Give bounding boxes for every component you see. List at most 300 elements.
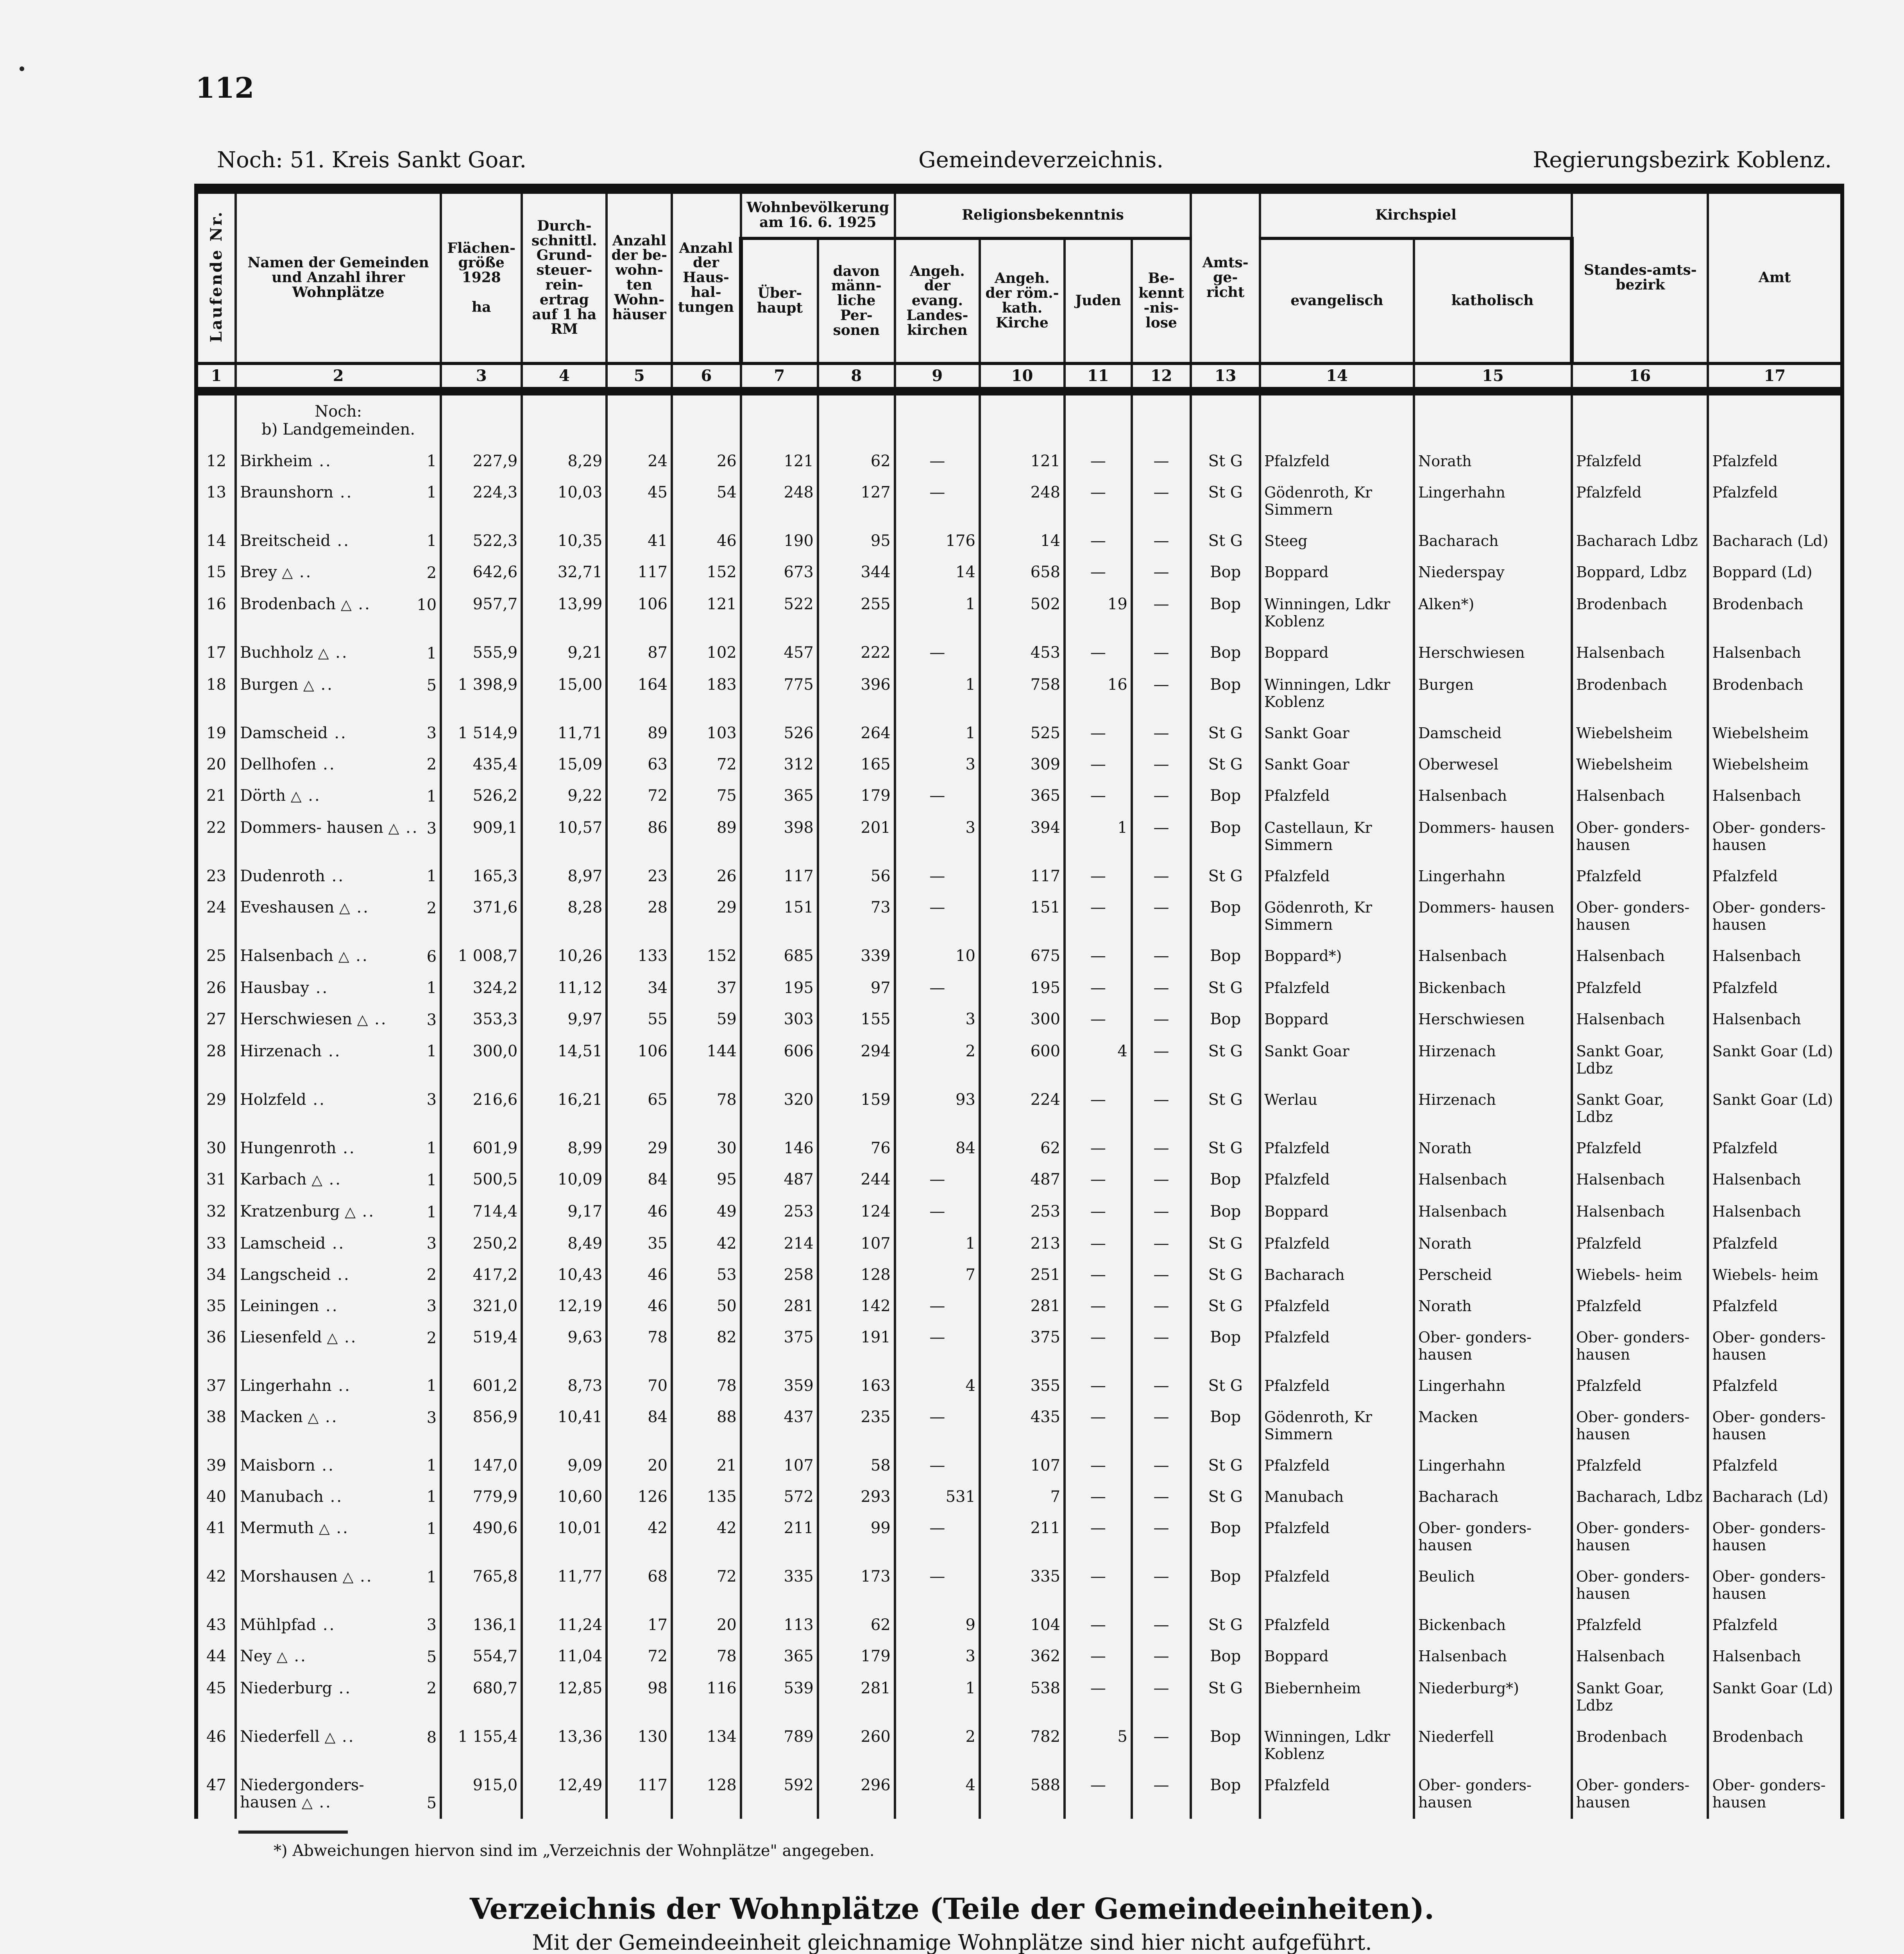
column-number: 13 <box>1191 363 1260 391</box>
section-heading-line-1: Noch: <box>315 403 362 421</box>
grundsteuer-value: 12,49 <box>522 1770 607 1819</box>
gemeinde-name-cell <box>236 446 441 477</box>
triangle-mark-icon: △ <box>327 1330 338 1346</box>
wohnhaeuser-value: 86 <box>607 812 672 861</box>
grundsteuer-value: 8,28 <box>522 892 607 940</box>
gemeinde-name: Manubach <box>240 1488 324 1506</box>
gemeinde-name-cell <box>236 1196 441 1228</box>
gemeinde-name-group <box>240 1680 424 1697</box>
amtsgericht-value: Bop <box>1191 1401 1260 1450</box>
standesamt-value: Halsenbach <box>1572 780 1708 812</box>
kirchspiel-evang-value: Pfalzfeld <box>1260 1770 1414 1819</box>
gemeinde-name-cell <box>236 637 441 669</box>
standesamt-value: Ober- gonders- hausen <box>1572 892 1708 940</box>
kirchspiel-kath-value: Lingerhahn <box>1414 477 1572 525</box>
gemeinde-name: Maisborn <box>240 1457 315 1474</box>
column-number: 17 <box>1708 363 1842 391</box>
table-row <box>196 1036 1842 1084</box>
wohnhaeuser-value: 46 <box>607 1196 672 1228</box>
gemeinde-name-cell <box>236 669 441 718</box>
maennlich-value: 97 <box>818 972 895 1004</box>
wohnplaetze-count: 5 <box>426 676 437 694</box>
juden-value: 5 <box>1065 1721 1132 1770</box>
kirchspiel-kath-value: Norath <box>1414 1133 1572 1164</box>
table-row <box>196 861 1842 892</box>
wohnplaetze-count: 1 <box>426 979 437 997</box>
haushaltungen-value: 134 <box>672 1721 741 1770</box>
juden-value: — <box>1065 1322 1132 1370</box>
haushaltungen-value: 102 <box>672 637 741 669</box>
header-maennlich: davon männ-liche Per-sonen <box>818 238 895 363</box>
kirchspiel-kath-value: Ober- gonders- hausen <box>1414 1322 1572 1370</box>
grundsteuer-value: 9,17 <box>522 1196 607 1228</box>
bekenntnislos-value: — <box>1132 1196 1191 1228</box>
bevoelkerung-value: 673 <box>741 556 818 589</box>
amtsgericht-value: Bop <box>1191 1721 1260 1770</box>
evang-value: 1 <box>895 1228 980 1259</box>
gemeinde-name-group <box>240 725 424 742</box>
wohnhaeuser-value: 117 <box>607 556 672 589</box>
leader-dots: .. <box>353 1567 373 1585</box>
gemeinde-name-group <box>240 532 424 549</box>
amt-value: Pfalzfeld <box>1708 1133 1842 1164</box>
gemeinde-name-cell <box>236 1370 441 1401</box>
evang-value: 2 <box>895 1721 980 1770</box>
section-heading <box>236 391 441 446</box>
kirchspiel-evang-value: Castellaun, Kr Simmern <box>1260 812 1414 861</box>
maennlich-value: 339 <box>818 940 895 972</box>
leader-dots: .. <box>312 452 332 470</box>
kath-value: 502 <box>980 589 1065 637</box>
wohnplaetze-count: 1 <box>426 867 437 885</box>
amt-value: Pfalzfeld <box>1708 861 1842 892</box>
flaeche-value: 227,9 <box>441 446 522 477</box>
kath-value: 62 <box>980 1133 1065 1164</box>
amtsgericht-value: St G <box>1191 972 1260 1004</box>
gemeinde-name-wrap <box>240 1140 437 1157</box>
table-row <box>196 1450 1842 1481</box>
column-number: 8 <box>818 363 895 391</box>
leader-dots: .. <box>306 1091 326 1109</box>
amtsgericht-value: St G <box>1191 861 1260 892</box>
haushaltungen-value: 89 <box>672 812 741 861</box>
kirchspiel-evang-value: Pfalzfeld <box>1260 1512 1414 1561</box>
row-number: 24 <box>196 892 236 940</box>
leader-dots: .. <box>315 1457 335 1474</box>
kath-value: 117 <box>980 861 1065 892</box>
amt-value: Ober- gonders- hausen <box>1708 1322 1842 1370</box>
gemeinde-name: Hausbay <box>240 979 310 997</box>
juden-value: — <box>1065 749 1132 780</box>
column-number: 9 <box>895 363 980 391</box>
gemeinde-name-wrap <box>240 979 437 997</box>
row-number: 47 <box>196 1770 236 1819</box>
standesamt-value: Boppard, Ldbz <box>1572 556 1708 589</box>
bevoelkerung-value: 253 <box>741 1196 818 1228</box>
kath-value: 365 <box>980 780 1065 812</box>
amt-value: Halsenbach <box>1708 1641 1842 1673</box>
header-lfd-nr-label: Laufende Nr. <box>207 210 225 343</box>
evang-value: 531 <box>895 1481 980 1512</box>
wohnplaetze-count: 1 <box>426 1171 437 1189</box>
bevoelkerung-value: 775 <box>741 669 818 718</box>
maennlich-value: 95 <box>818 525 895 556</box>
evang-value: 93 <box>895 1084 980 1133</box>
running-heads <box>217 149 1844 184</box>
bevoelkerung-value: 211 <box>741 1512 818 1561</box>
kath-value: 394 <box>980 812 1065 861</box>
maennlich-value: 173 <box>818 1561 895 1609</box>
kirchspiel-kath-value: Lingerhahn <box>1414 1370 1572 1401</box>
row-number: 14 <box>196 525 236 556</box>
haushaltungen-value: 116 <box>672 1673 741 1721</box>
gemeinde-name-cell <box>236 1673 441 1721</box>
kath-value: 224 <box>980 1084 1065 1133</box>
row-number: 20 <box>196 749 236 780</box>
evang-value: — <box>895 1512 980 1561</box>
table-row <box>196 812 1842 861</box>
row-number: 43 <box>196 1609 236 1641</box>
grundsteuer-value: 9,97 <box>522 1004 607 1036</box>
standesamt-value: Pfalzfeld <box>1572 1228 1708 1259</box>
kath-value: 151 <box>980 892 1065 940</box>
kirchspiel-kath-value: Oberwesel <box>1414 749 1572 780</box>
standesamt-value: Pfalzfeld <box>1572 1290 1708 1322</box>
amtsgericht-value: Bop <box>1191 780 1260 812</box>
gemeinde-name-group <box>240 1648 424 1666</box>
row-number: 42 <box>196 1561 236 1609</box>
amtsgericht-value: St G <box>1191 1370 1260 1401</box>
wohnplaetze-count: 8 <box>426 1729 437 1746</box>
column-numbers-row <box>196 363 1842 391</box>
bekenntnislos-value: — <box>1132 1228 1191 1259</box>
wohnhaeuser-value: 130 <box>607 1721 672 1770</box>
juden-value: — <box>1065 1164 1132 1196</box>
leader-dots: .. <box>316 1616 336 1634</box>
header-evang: Angeh. der evang. Landes-kirchen <box>895 238 980 363</box>
gemeinde-name-group <box>240 1266 424 1283</box>
wohnplaetze-count: 2 <box>426 1266 437 1284</box>
row-number: 13 <box>196 477 236 525</box>
column-number: 5 <box>607 363 672 391</box>
wohnplaetze-count: 1 <box>426 1520 437 1538</box>
header-wohnhaeuser: Anzahl der be-wohn-ten Wohn-häuser <box>607 189 672 363</box>
gemeinde-name-cell <box>236 1641 441 1673</box>
column-number: 12 <box>1132 363 1191 391</box>
running-head-left: Noch: 51. Kreis Sankt Goar. <box>217 147 527 173</box>
haushaltungen-value: 37 <box>672 972 741 1004</box>
leader-dots: .. <box>329 1519 349 1537</box>
maennlich-value: 73 <box>818 892 895 940</box>
flaeche-value: 522,3 <box>441 525 522 556</box>
running-head-right: Regierungsbezirk Koblenz. <box>1533 147 1832 173</box>
standesamt-value: Halsenbach <box>1572 940 1708 972</box>
grundsteuer-value: 8,49 <box>522 1228 607 1259</box>
gemeinde-name-cell <box>236 589 441 637</box>
flaeche-value: 856,9 <box>441 1401 522 1450</box>
flaeche-value: 642,6 <box>441 556 522 589</box>
kirchspiel-kath-value: Damscheid <box>1414 718 1572 749</box>
maennlich-value: 128 <box>818 1259 895 1290</box>
wohnplaetze-count: 1 <box>426 532 437 550</box>
flaeche-value: 1 155,4 <box>441 1721 522 1770</box>
amt-value: Pfalzfeld <box>1708 446 1842 477</box>
kirchspiel-evang-value: Pfalzfeld <box>1260 1228 1414 1259</box>
gemeinde-name-wrap <box>240 899 437 917</box>
maennlich-value: 255 <box>818 589 895 637</box>
evang-value: 4 <box>895 1370 980 1401</box>
gemeinde-name-wrap <box>240 1266 437 1283</box>
bekenntnislos-value: — <box>1132 1401 1191 1450</box>
kirchspiel-kath-value: Ober- gonders- hausen <box>1414 1512 1572 1561</box>
row-number: 36 <box>196 1322 236 1370</box>
gemeinde-name-group <box>240 1297 424 1315</box>
grundsteuer-value: 8,73 <box>522 1370 607 1401</box>
wohnplaetze-count: 1 <box>426 787 437 805</box>
row-number: 12 <box>196 446 236 477</box>
kath-value: 107 <box>980 1450 1065 1481</box>
wohnhaeuser-value: 41 <box>607 525 672 556</box>
leader-dots: .. <box>309 979 329 997</box>
gemeinde-name-group <box>240 979 424 997</box>
column-number: 6 <box>672 363 741 391</box>
wohnplaetze-count: 1 <box>426 644 437 662</box>
kirchspiel-kath-value: Halsenbach <box>1414 1641 1572 1673</box>
grundsteuer-value: 10,35 <box>522 525 607 556</box>
gemeinde-name: Herschwiesen <box>240 1010 353 1028</box>
wohnhaeuser-value: 23 <box>607 861 672 892</box>
table-row <box>196 1164 1842 1196</box>
triangle-mark-icon: △ <box>388 820 399 836</box>
triangle-mark-icon: △ <box>345 1204 356 1220</box>
evang-value: 9 <box>895 1609 980 1641</box>
amtsgericht-value: Bop <box>1191 1512 1260 1561</box>
bevoelkerung-value: 312 <box>741 749 818 780</box>
kirchspiel-evang-value: Pfalzfeld <box>1260 780 1414 812</box>
maennlich-value: 58 <box>818 1450 895 1481</box>
gemeinde-name-cell <box>236 525 441 556</box>
gemeinde-name-cell <box>236 1259 441 1290</box>
juden-value: — <box>1065 1133 1132 1164</box>
grundsteuer-value: 8,99 <box>522 1133 607 1164</box>
bevoelkerung-value: 789 <box>741 1721 818 1770</box>
maennlich-value: 294 <box>818 1036 895 1084</box>
bevoelkerung-value: 117 <box>741 861 818 892</box>
gemeinde-name: Ney <box>240 1647 272 1665</box>
juden-value: — <box>1065 1290 1132 1322</box>
haushaltungen-value: 59 <box>672 1004 741 1036</box>
wohnplaetze-count: 5 <box>426 1648 437 1666</box>
amt-value: Ober- gonders- hausen <box>1708 1561 1842 1609</box>
row-number: 32 <box>196 1196 236 1228</box>
flaeche-value: 779,9 <box>441 1481 522 1512</box>
table-row <box>196 1259 1842 1290</box>
gemeinde-name: Breitscheid <box>240 532 331 550</box>
bekenntnislos-value: — <box>1132 1004 1191 1036</box>
wohnplaetze-count: 1 <box>426 1488 437 1506</box>
amt-value: Halsenbach <box>1708 1196 1842 1228</box>
kirchspiel-evang-value: Gödenroth, Kr Simmern <box>1260 1401 1414 1450</box>
maennlich-value: 201 <box>818 812 895 861</box>
wohnhaeuser-value: 46 <box>607 1259 672 1290</box>
juden-value: — <box>1065 477 1132 525</box>
gemeinde-name: Hirzenach <box>240 1042 322 1060</box>
gemeinde-name: Halsenbach <box>240 947 334 965</box>
wohnhaeuser-value: 55 <box>607 1004 672 1036</box>
table-row <box>196 589 1842 637</box>
maennlich-value: 62 <box>818 446 895 477</box>
header-juden: Juden <box>1065 238 1132 363</box>
gemeinde-name-group <box>240 787 424 805</box>
column-number: 15 <box>1414 363 1572 391</box>
amt-value: Bacharach (Ld) <box>1708 1481 1842 1512</box>
gemeinde-name-cell <box>236 780 441 812</box>
kirchspiel-kath-value: Dommers- hausen <box>1414 892 1572 940</box>
grundsteuer-value: 13,36 <box>522 1721 607 1770</box>
amtsgericht-value: Bop <box>1191 892 1260 940</box>
bevoelkerung-value: 487 <box>741 1164 818 1196</box>
gemeinde-name-cell <box>236 1770 441 1819</box>
triangle-mark-icon: △ <box>277 1649 288 1665</box>
haushaltungen-value: 78 <box>672 1641 741 1673</box>
leader-dots: .. <box>329 644 349 662</box>
flaeche-value: 526,2 <box>441 780 522 812</box>
header-kirchspiel: Kirchspiel <box>1260 189 1572 238</box>
table-row <box>196 1196 1842 1228</box>
juden-value: 1 <box>1065 812 1132 861</box>
table-row <box>196 1004 1842 1036</box>
bekenntnislos-value: — <box>1132 1133 1191 1164</box>
kirchspiel-evang-value: Sankt Goar <box>1260 718 1414 749</box>
kath-value: 335 <box>980 1561 1065 1609</box>
bekenntnislos-value: — <box>1132 749 1191 780</box>
table-row <box>196 1561 1842 1609</box>
juden-value: — <box>1065 861 1132 892</box>
leader-dots: .. <box>322 1042 342 1060</box>
amtsgericht-value: St G <box>1191 446 1260 477</box>
wohnplaetze-count: 1 <box>426 483 437 501</box>
wohnplaetze-count: 3 <box>426 1297 437 1315</box>
leader-dots: .. <box>319 1297 339 1315</box>
row-number: 21 <box>196 780 236 812</box>
leader-dots: .. <box>336 1139 356 1157</box>
leader-dots: .. <box>327 724 347 742</box>
grundsteuer-value: 10,26 <box>522 940 607 972</box>
triangle-mark-icon: △ <box>311 1172 322 1188</box>
wohnplaetze-count: 5 <box>426 1794 437 1812</box>
gemeinde-name-group <box>240 1329 424 1347</box>
gemeinde-name-group <box>240 947 424 965</box>
wohnplaetze-count: 6 <box>426 948 437 966</box>
wohnplaetze-count: 1 <box>426 452 437 470</box>
header-bekenntnislos: Be-kennt-nis-lose <box>1132 238 1191 363</box>
triangle-mark-icon: △ <box>302 1795 313 1811</box>
wohnplaetze-count: 3 <box>426 1011 437 1029</box>
amt-value: Halsenbach <box>1708 780 1842 812</box>
header-standesamt: Standes-amts-bezirk <box>1572 189 1708 363</box>
gemeinde-name-cell <box>236 477 441 525</box>
triangle-mark-icon: △ <box>290 788 302 804</box>
wohnplaetze-count: 1 <box>426 1457 437 1474</box>
amt-value: Ober- gonders- hausen <box>1708 812 1842 861</box>
row-number: 40 <box>196 1481 236 1512</box>
kath-value: 14 <box>980 525 1065 556</box>
kath-value: 362 <box>980 1641 1065 1673</box>
bevoelkerung-value: 113 <box>741 1609 818 1641</box>
juden-value: — <box>1065 1401 1132 1450</box>
gemeinde-name-group <box>240 1091 424 1108</box>
kirchspiel-kath-value: Bickenbach <box>1414 972 1572 1004</box>
gemeinde-name-wrap <box>240 1377 437 1394</box>
amtsgericht-value: St G <box>1191 1133 1260 1164</box>
wohnhaeuser-value: 84 <box>607 1401 672 1450</box>
table-row <box>196 1401 1842 1450</box>
juden-value: — <box>1065 1481 1132 1512</box>
header-flaeche-unit: ha <box>472 299 491 315</box>
header-flaeche <box>441 189 522 363</box>
flaeche-value: 957,7 <box>441 589 522 637</box>
evang-value: — <box>895 477 980 525</box>
wohnplaetze-count: 2 <box>426 564 437 582</box>
evang-value: 3 <box>895 812 980 861</box>
wohnhaeuser-value: 126 <box>607 1481 672 1512</box>
table-row <box>196 1481 1842 1512</box>
amtsgericht-value: St G <box>1191 525 1260 556</box>
evang-value: 1 <box>895 718 980 749</box>
haushaltungen-value: 54 <box>672 477 741 525</box>
juden-value: 4 <box>1065 1036 1132 1084</box>
header-grundsteuer-label: Durch-schnittl. Grund-steuer-rein-ertrag auf 1 ha <box>531 217 597 323</box>
table-row <box>196 446 1842 477</box>
gemeinde-name-group <box>240 484 424 501</box>
grundsteuer-value: 15,00 <box>522 669 607 718</box>
gemeinde-name-group <box>240 899 424 917</box>
evang-value: 1 <box>895 589 980 637</box>
row-number: 45 <box>196 1673 236 1721</box>
gemeinde-name-wrap <box>240 947 437 965</box>
gemeinde-name-wrap <box>240 1043 437 1060</box>
column-number: 4 <box>522 363 607 391</box>
gemeinde-name-wrap <box>240 1011 437 1029</box>
flaeche-value: 435,4 <box>441 749 522 780</box>
gemeinde-name-group <box>240 819 424 837</box>
gemeinde-name-wrap <box>240 484 437 501</box>
grundsteuer-value: 8,29 <box>522 446 607 477</box>
evang-value: — <box>895 637 980 669</box>
bekenntnislos-value: — <box>1132 1721 1191 1770</box>
table-row <box>196 940 1842 972</box>
gemeinde-name: Birkheim <box>240 452 313 470</box>
grundsteuer-value: 11,04 <box>522 1641 607 1673</box>
kirchspiel-kath-value: Herschwiesen <box>1414 1004 1572 1036</box>
wohnplaetze-count: 1 <box>426 1203 437 1221</box>
gemeinde-name: Dörth <box>240 787 286 805</box>
table-row <box>196 1721 1842 1770</box>
triangle-mark-icon: △ <box>318 645 329 661</box>
gemeinde-name-cell <box>236 1609 441 1641</box>
gemeinde-name-group <box>240 1408 424 1426</box>
kirchspiel-kath-value: Norath <box>1414 1290 1572 1322</box>
amtsgericht-value: Bop <box>1191 1641 1260 1673</box>
juden-value: — <box>1065 1641 1132 1673</box>
gemeinde-name-wrap <box>240 596 437 614</box>
grundsteuer-value: 10,01 <box>522 1512 607 1561</box>
juden-value: — <box>1065 1084 1132 1133</box>
row-number: 31 <box>196 1164 236 1196</box>
evang-value: — <box>895 1290 980 1322</box>
gemeinde-name-cell <box>236 1133 441 1164</box>
leader-dots: .. <box>316 755 336 773</box>
